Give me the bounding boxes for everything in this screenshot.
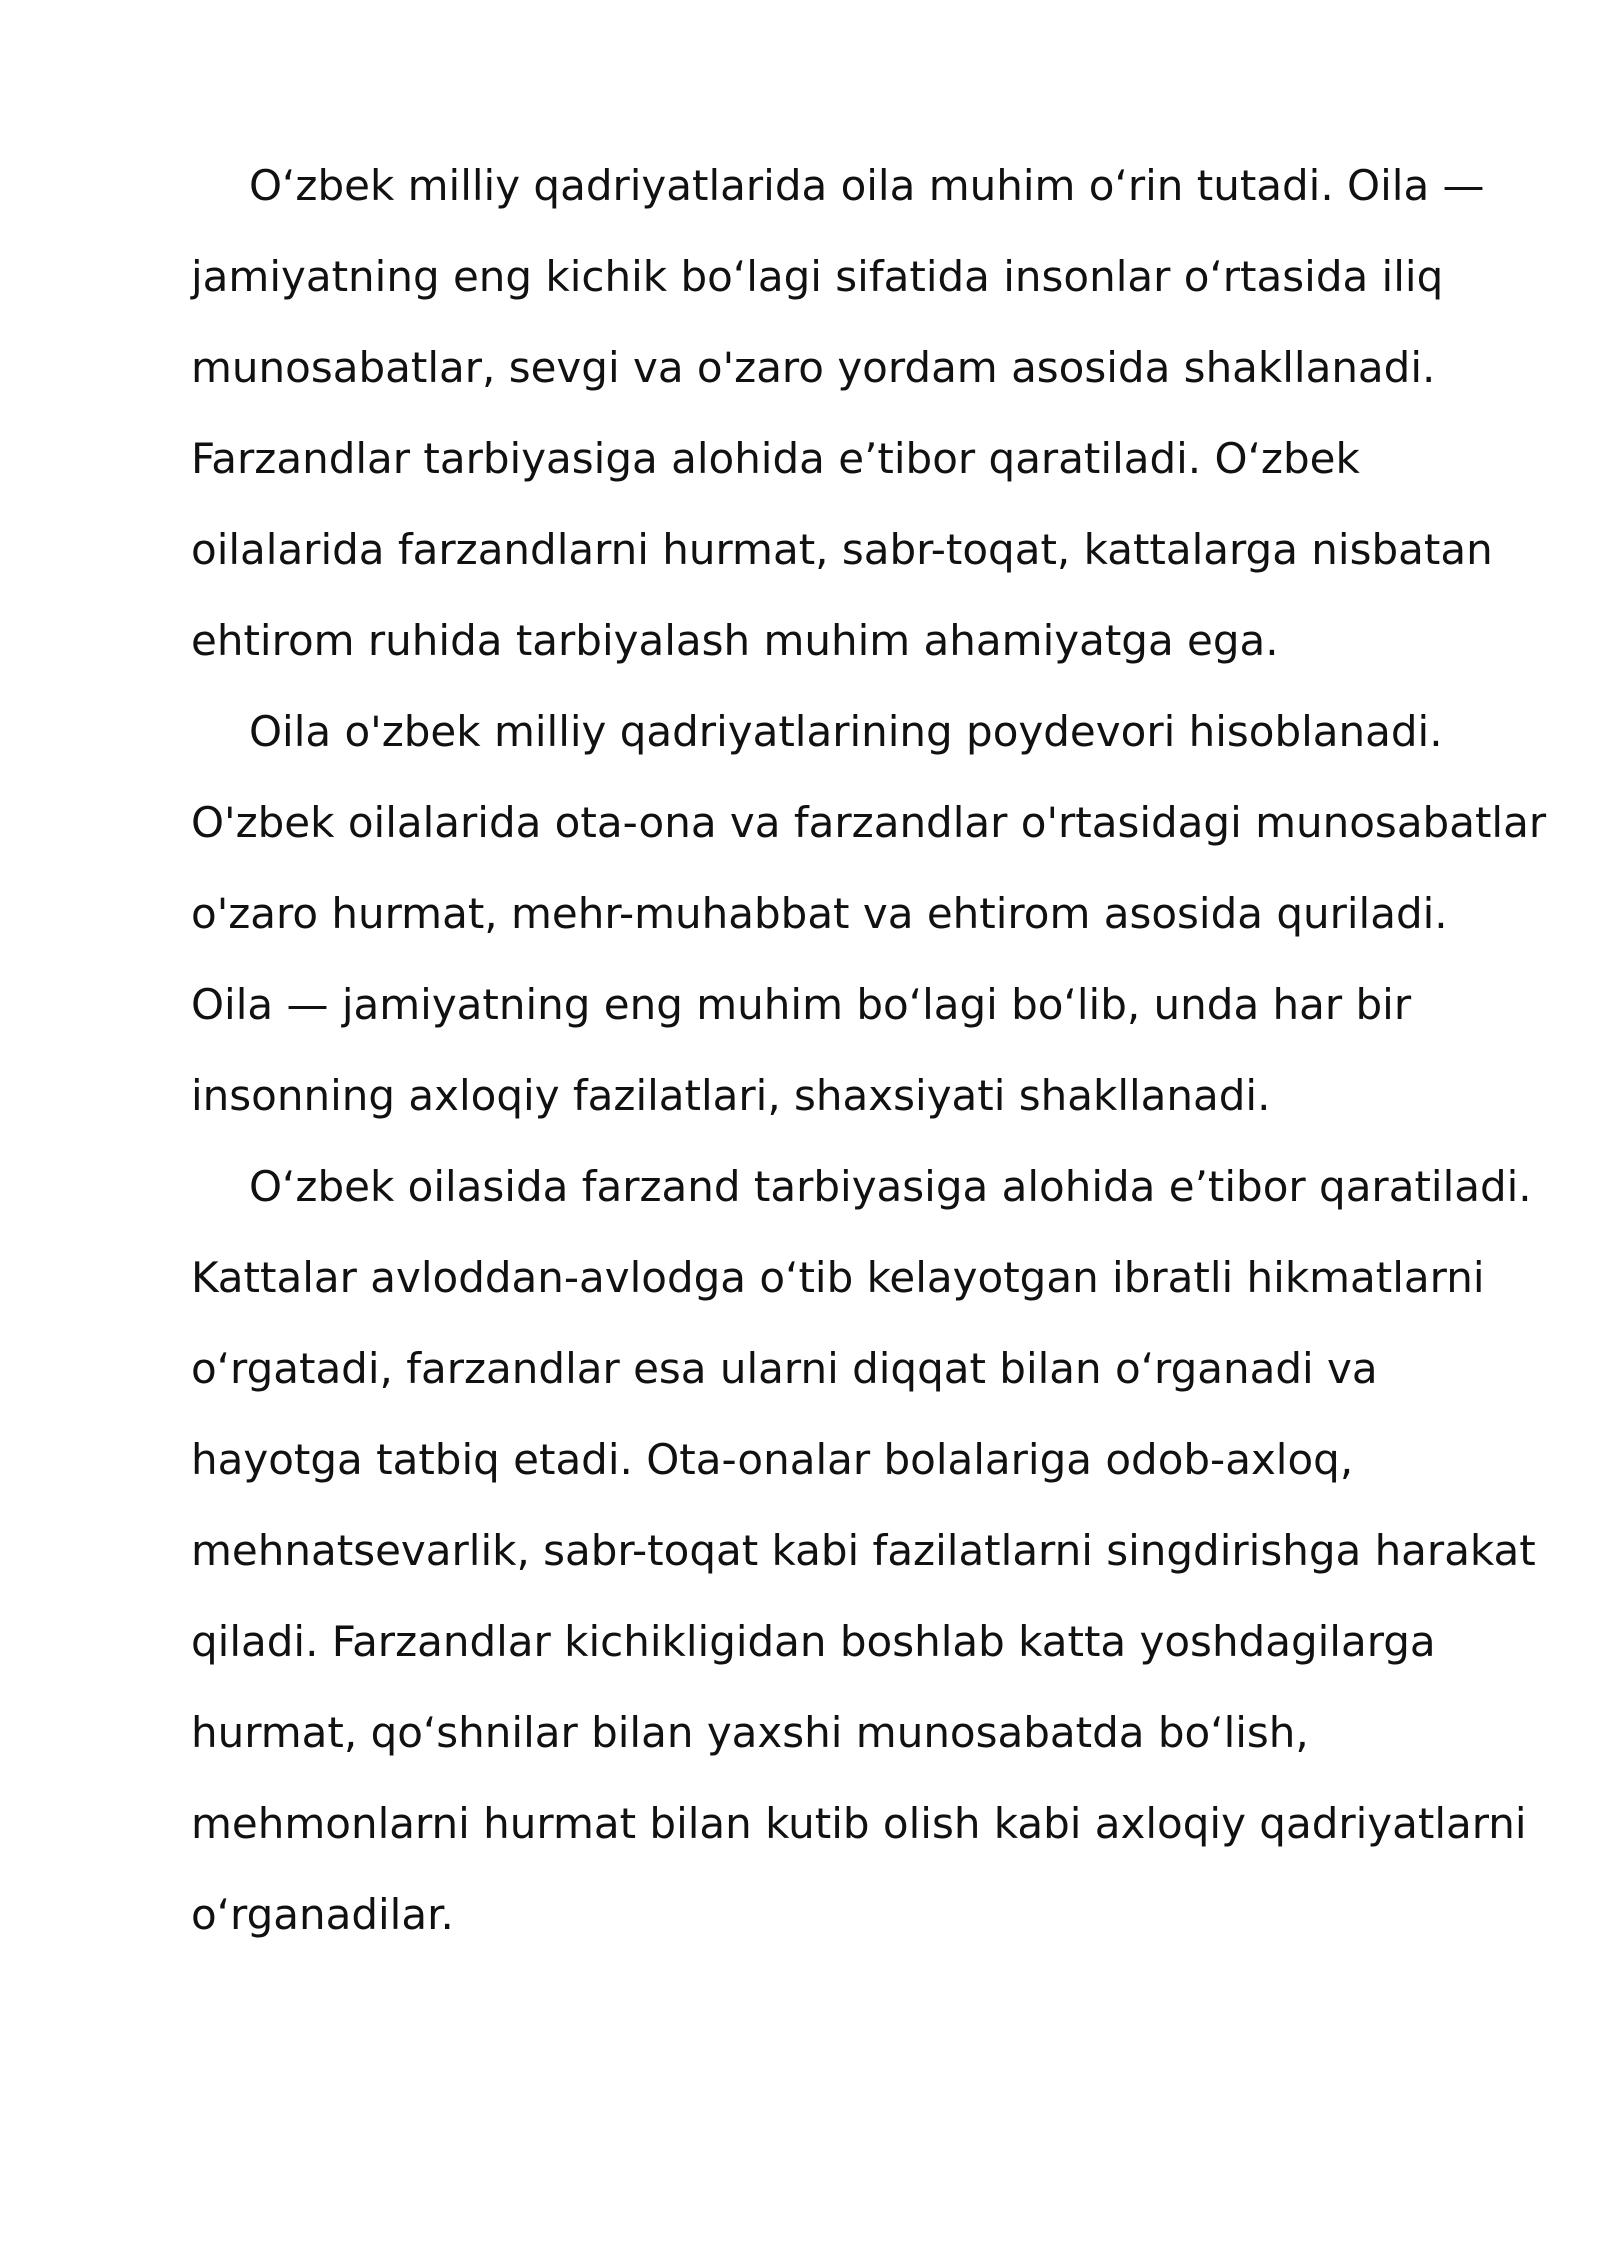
paragraph-line: O‘zbek milliy qadriyatlarida oila muhim o‘rin tutadi. Oila — xyxy=(249,161,1485,210)
paragraph-line: Kattalar avloddan-avlodga o‘tib kelayotgan ibratli hikmatlarni xyxy=(191,1253,1485,1302)
document-body xyxy=(191,140,1547,1960)
paragraph-line: oilalarida farzandlarni hurmat, sabr-toqat, kattalarga nisbatan xyxy=(191,525,1493,574)
paragraph-2 xyxy=(191,686,1547,1141)
paragraph-line: mehmonlarni hurmat bilan kutib olish kabi axloqiy qadriyatlarni xyxy=(191,1799,1527,1848)
paragraph-line: ehtirom ruhida tarbiyalash muhim ahamiyatga ega. xyxy=(191,616,1279,665)
paragraph-line: munosabatlar, sevgi va o'zaro yordam asosida shakllanadi. xyxy=(191,343,1436,392)
paragraph-line: Oila o'zbek milliy qadriyatlarining poydevori hisoblanadi. xyxy=(249,707,1443,756)
paragraph-line: O‘zbek oilasida farzand tarbiyasiga alohida e’tibor qaratiladi. xyxy=(249,1162,1532,1211)
paragraph-line: O'zbek oilalarida ota-ona va farzandlar o'rtasidagi munosabatlar xyxy=(191,798,1547,847)
paragraph-3 xyxy=(191,1141,1536,1960)
paragraph-line: hayotga tatbiq etadi. Ota-onalar bolalariga odob-axloq, xyxy=(191,1435,1354,1484)
paragraph-line: insonning axloqiy fazilatlari, shaxsiyati shakllanadi. xyxy=(191,1071,1271,1120)
paragraph-line: jamiyatning eng kichik bo‘lagi sifatida insonlar o‘rtasida iliq xyxy=(191,252,1444,301)
paragraph-line: Farzandlar tarbiyasiga alohida e’tibor qaratiladi. O‘zbek xyxy=(191,434,1360,483)
paragraph-line: o‘rgatadi, farzandlar esa ularni diqqat bilan o‘rganadi va xyxy=(191,1344,1378,1393)
paragraph-line: hurmat, qo‘shnilar bilan yaxshi munosabatda bo‘lish, xyxy=(191,1708,1309,1757)
paragraph-line: mehnatsevarlik, sabr-toqat kabi fazilatlarni singdirishga harakat xyxy=(191,1526,1536,1575)
paragraph-line: qiladi. Farzandlar kichikligidan boshlab katta yoshdagilarga xyxy=(191,1617,1436,1666)
paragraph-1 xyxy=(191,140,1511,686)
paragraph-line: o‘rganadilar. xyxy=(191,1890,454,1939)
paragraph-line: o'zaro hurmat, mehr-muhabbat va ehtirom asosida quriladi. xyxy=(191,889,1448,938)
paragraph-line: Oila — jamiyatning eng muhim bo‘lagi bo‘lib, unda har bir xyxy=(191,980,1412,1029)
